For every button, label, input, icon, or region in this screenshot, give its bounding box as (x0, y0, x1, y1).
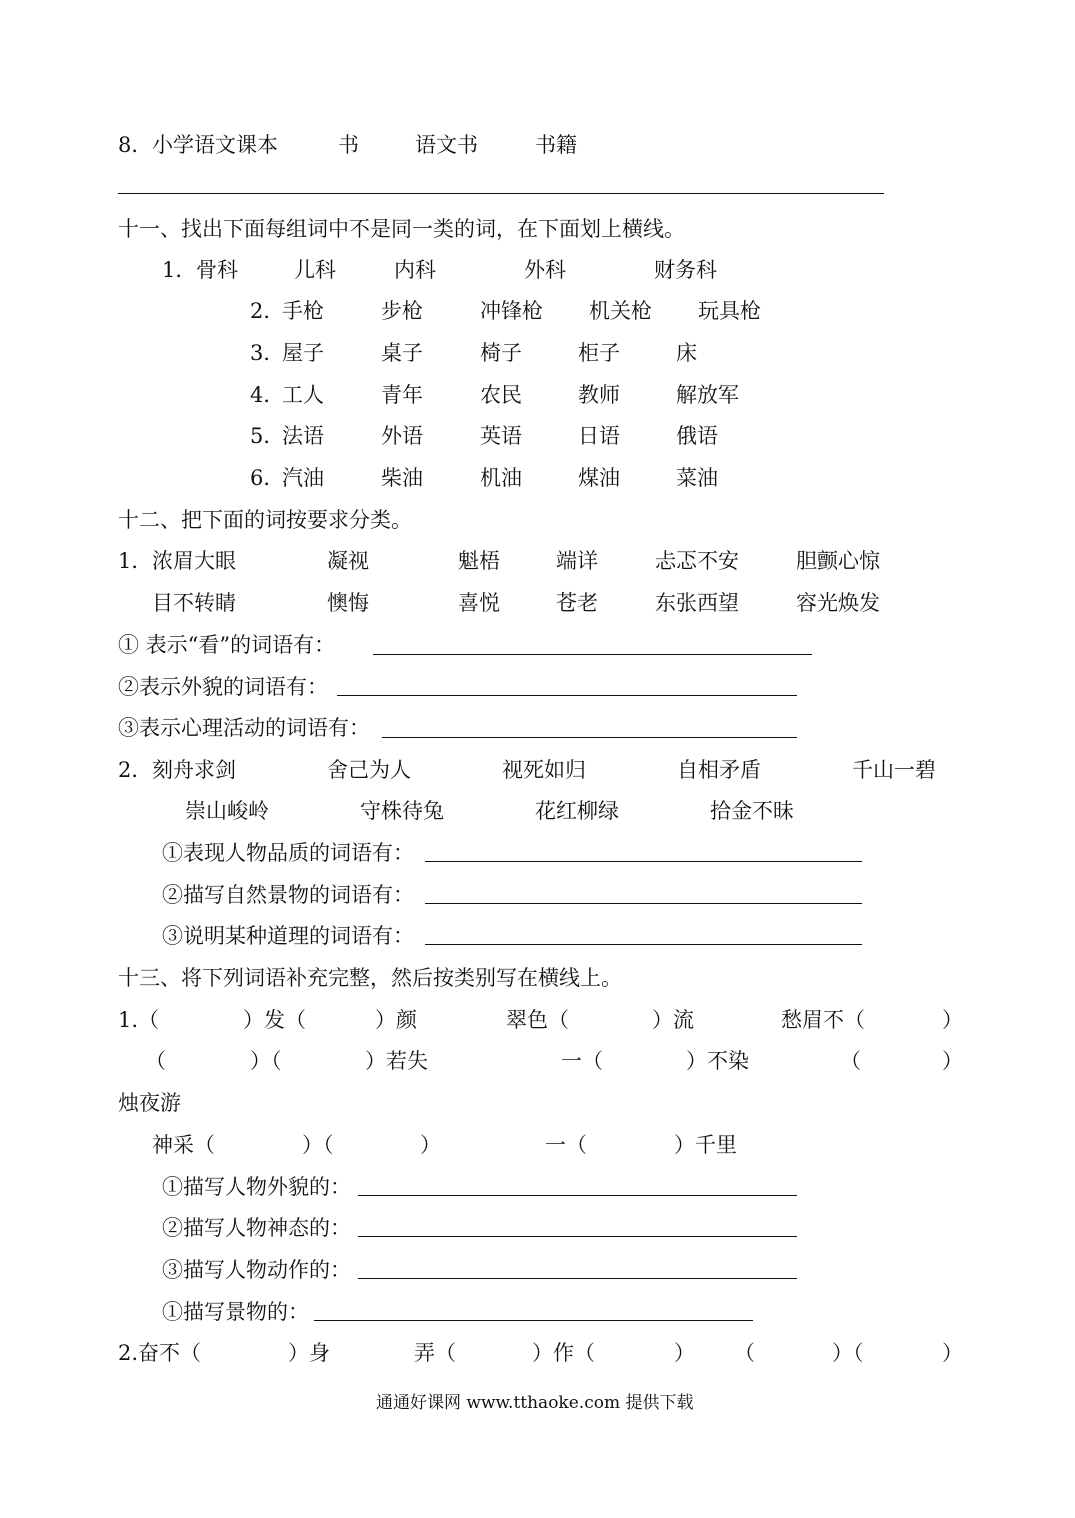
word: 农民 (480, 383, 522, 407)
fill-text: ）若失 (365, 1049, 428, 1073)
row-number: 5． (250, 424, 285, 448)
answer-line[interactable] (382, 737, 797, 738)
fill-text: ） (942, 1341, 963, 1365)
word: 自相矛盾 (677, 758, 761, 782)
word: 容光焕发 (796, 591, 880, 615)
word: 儿科 (294, 258, 336, 282)
word: 刻舟求剑 (152, 758, 236, 782)
prompt: ②描写自然景物的词语有： (162, 883, 414, 907)
word: 目不转睛 (152, 591, 236, 615)
fill-text: （ (840, 1049, 861, 1073)
fill-text: ） (420, 1133, 441, 1157)
word: 财务科 (654, 258, 717, 282)
word: 东张西望 (655, 591, 739, 615)
word: 外语 (381, 424, 423, 448)
fill-text: ） (674, 1341, 695, 1365)
fill-text: ） (942, 1049, 963, 1073)
fill-text: ）（ (250, 1049, 282, 1073)
word: 青年 (381, 383, 423, 407)
answer-line[interactable] (425, 944, 862, 945)
row-number: 3． (250, 341, 285, 365)
prompt: ②描写人物神态的： (162, 1216, 351, 1240)
fill-text: 1.（ (118, 1008, 160, 1032)
word: 冲锋枪 (480, 299, 543, 323)
prompt: ①描写人物外貌的： (162, 1175, 351, 1199)
word: 法语 (282, 424, 324, 448)
answer-line[interactable] (425, 903, 862, 904)
word: 崇山峻岭 (185, 799, 269, 823)
prompt: ②表示外貌的词语有： (118, 675, 328, 699)
word: 床 (676, 341, 697, 365)
word: 柴油 (381, 466, 423, 490)
word: 懊悔 (327, 591, 369, 615)
word: 忐忑不安 (655, 549, 739, 573)
fill-text: 烛夜游 (118, 1091, 181, 1115)
word: 手枪 (282, 299, 324, 323)
group-number: 2． (118, 758, 153, 782)
word: 内科 (394, 258, 436, 282)
word: 千山一碧 (852, 758, 936, 782)
fill-text: 翠色（ (506, 1008, 569, 1032)
fill-text: （ (734, 1341, 755, 1365)
row-number: 4． (250, 383, 285, 407)
word: 胆颤心惊 (796, 549, 880, 573)
word: 日语 (578, 424, 620, 448)
prompt: ③描写人物动作的： (162, 1258, 351, 1282)
word: 拾金不昧 (710, 799, 794, 823)
word: 机关枪 (589, 299, 652, 323)
fill-text: ）（ (832, 1341, 864, 1365)
page-footer: 通通好课网 www.tthaoke.com 提供下载 (376, 1393, 694, 1413)
answer-line[interactable] (425, 861, 862, 862)
word: 外科 (524, 258, 566, 282)
answer-line[interactable] (314, 1320, 753, 1321)
fill-text: ） (942, 1008, 963, 1032)
fill-text: ）身 (288, 1341, 330, 1365)
word: 守株待兔 (360, 799, 444, 823)
prompt: ③表示心理活动的词语有： (118, 716, 370, 740)
word: 视死如归 (502, 758, 586, 782)
fill-text: 一（ (561, 1049, 603, 1073)
word: 教师 (578, 383, 620, 407)
fill-text: ）颜 (375, 1008, 417, 1032)
group-number: 1． (118, 549, 153, 573)
word: 喜悦 (458, 591, 500, 615)
word: 浓眉大眼 (152, 549, 236, 573)
section-12-heading: 十二、把下面的词按要求分类。 (118, 508, 412, 532)
fill-text: ）不染 (686, 1049, 749, 1073)
fill-text: 2.奋不（ (118, 1341, 202, 1365)
word: 解放军 (676, 383, 739, 407)
word: 俄语 (676, 424, 718, 448)
word: 机油 (480, 466, 522, 490)
answer-line[interactable] (358, 1195, 797, 1196)
word: 端详 (556, 549, 598, 573)
word: 骨科 (196, 258, 238, 282)
row-number: 1． (162, 258, 197, 282)
word: 汽油 (282, 466, 324, 490)
fill-text: （ (145, 1049, 166, 1073)
word: 舍己为人 (327, 758, 411, 782)
prompt: ③说明某种道理的词语有： (162, 924, 414, 948)
word: 菜油 (676, 466, 718, 490)
prompt: ①表现人物品质的词语有： (162, 841, 414, 865)
word: 椅子 (480, 341, 522, 365)
answer-line[interactable] (373, 654, 812, 655)
section-11-heading: 十一、找出下面每组词中不是同一类的词，在下面划上横线。 (118, 217, 685, 241)
answer-line[interactable] (358, 1278, 797, 1279)
prompt: ① 表示“看”的词语有： (118, 633, 336, 657)
q8-word: 语文书 (415, 133, 478, 157)
fill-text: 愁眉不（ (781, 1008, 865, 1032)
fill-text: 弄（ (414, 1341, 456, 1365)
answer-line[interactable] (358, 1236, 797, 1237)
q8-number: 8． (118, 133, 153, 157)
row-number: 2． (250, 299, 285, 323)
word: 煤油 (578, 466, 620, 490)
fill-text: 一（ (545, 1133, 587, 1157)
word: 凝视 (327, 549, 369, 573)
word: 工人 (282, 383, 324, 407)
q8-word: 书籍 (535, 133, 577, 157)
q8-word: 小学语文课本 (152, 133, 278, 157)
fill-text: ）千里 (674, 1133, 737, 1157)
word: 魁梧 (458, 549, 500, 573)
word: 桌子 (381, 341, 423, 365)
word: 苍老 (556, 591, 598, 615)
word: 英语 (480, 424, 522, 448)
fill-text: ）发（ (243, 1008, 306, 1032)
fill-text: 神采（ (152, 1133, 215, 1157)
q8-answer-line[interactable] (118, 193, 884, 194)
fill-text: ）流 (652, 1008, 694, 1032)
q8-word: 书 (338, 133, 359, 157)
fill-text: ）作（ (532, 1341, 595, 1365)
word: 步枪 (381, 299, 423, 323)
section-13-heading: 十三、将下列词语补充完整，然后按类别写在横线上。 (118, 966, 622, 990)
row-number: 6． (250, 466, 285, 490)
fill-text: ）（ (302, 1133, 334, 1157)
prompt: ①描写景物的： (162, 1300, 309, 1324)
word: 玩具枪 (698, 299, 761, 323)
word: 柜子 (578, 341, 620, 365)
word: 屋子 (282, 341, 324, 365)
word: 花红柳绿 (535, 799, 619, 823)
answer-line[interactable] (337, 695, 797, 696)
